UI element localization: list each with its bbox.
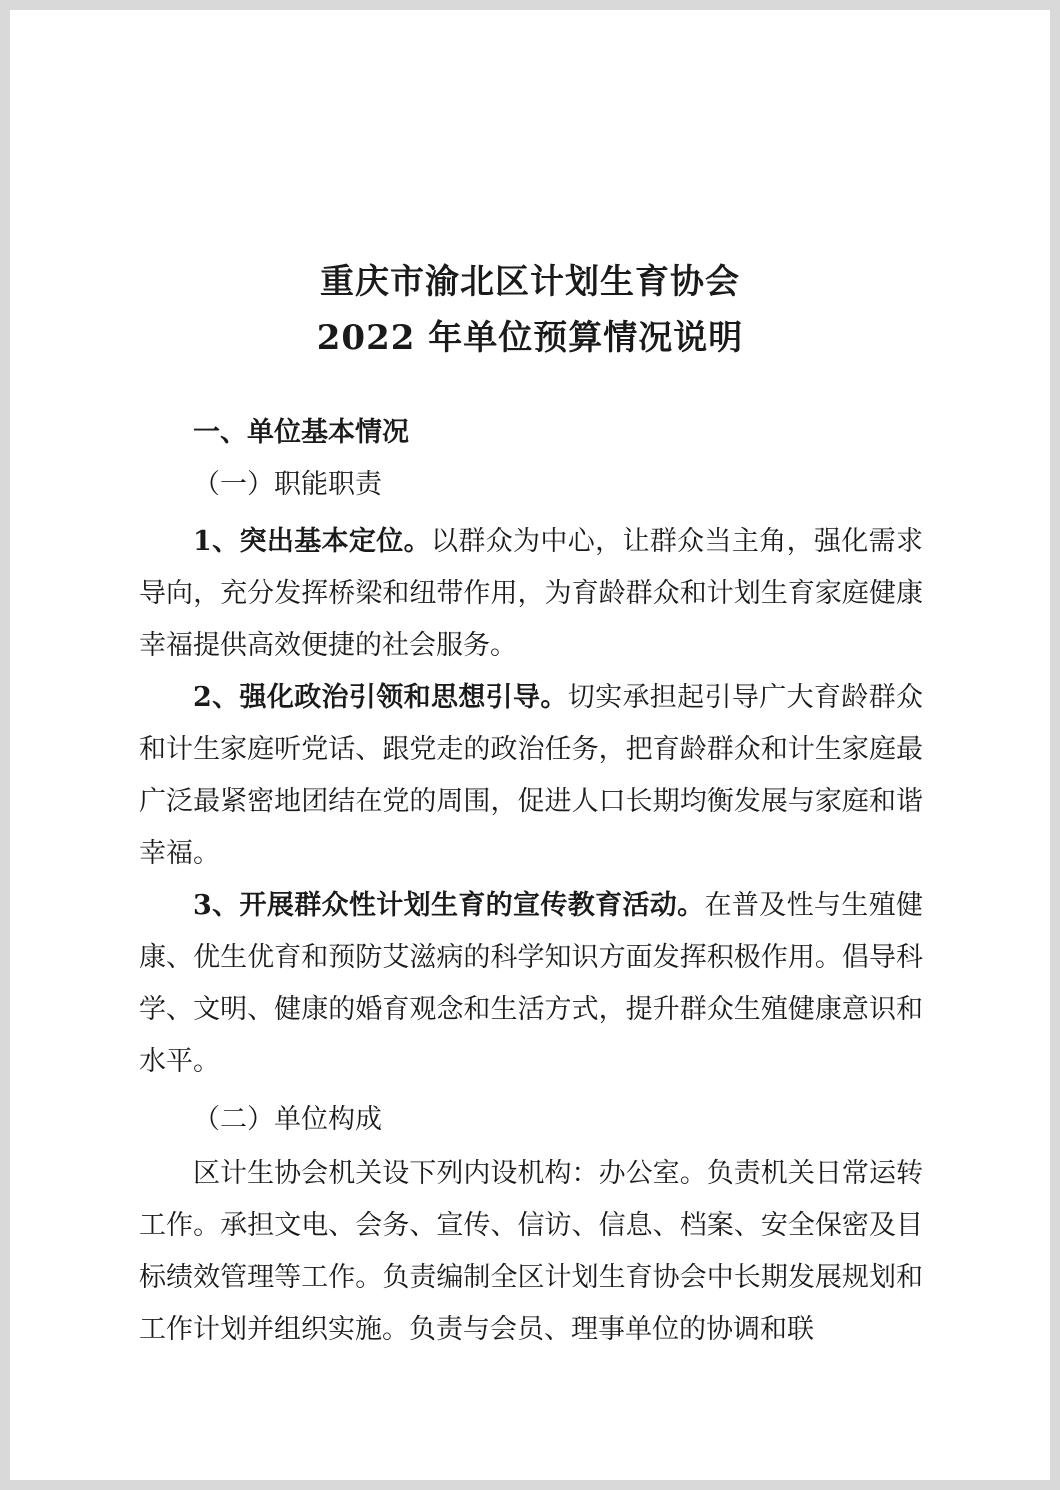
- document-title-line-2: 2022 年单位预算情况说明: [316, 318, 744, 358]
- document-title-line-1: 重庆市渝北区计划生育协会: [320, 262, 740, 302]
- subsection-1-heading: （一）职能职责: [193, 469, 382, 500]
- item-1-lead: 1、突出基本定位。: [193, 526, 431, 557]
- item-1-paragraph: [139, 516, 923, 672]
- structure-paragraph: 区计生协会机关设下列内设机构：办公室。负责机关日常运转工作。承担文电、会务、宣传、信访、信息、档案、安全保密及目标绩效管理等工作。负责编制全区计划生育协会中长期发展规划和工作计划并组织实施。负责与会员、理事单位的协调和联: [139, 1158, 923, 1345]
- item-2-paragraph: [139, 672, 923, 880]
- subsection-2-heading: （二）单位构成: [193, 1104, 382, 1135]
- section-1-heading: 一、单位基本情况: [193, 417, 409, 448]
- item-3-paragraph: [139, 880, 923, 1088]
- item-3-text: 在普及性与生殖健康、优生优育和预防艾滋病的科学知识方面发挥积极作用。倡导科学、文明、健康的婚育观念和生活方式，提升群众生殖健康意识和水平。: [139, 890, 923, 1077]
- item-1-text: 以群众为中心，让群众当主角，强化需求导向，充分发挥桥梁和纽带作用，为育龄群众和计划生育家庭健康幸福提供高效便捷的社会服务。: [139, 526, 924, 661]
- item-3-lead: 3、开展群众性计划生育的宣传教育活动。: [193, 890, 705, 921]
- item-2-lead: 2、强化政治引领和思想引导。: [193, 682, 568, 713]
- item-2-text: 切实承担起引导广大育龄群众和计生家庭听党话、跟党走的政治任务，把育龄群众和计生家庭最广泛最紧密地团结在党的周围，促进人口长期均衡发展与家庭和谐幸福。: [139, 682, 923, 869]
- document-page: [10, 10, 1050, 1480]
